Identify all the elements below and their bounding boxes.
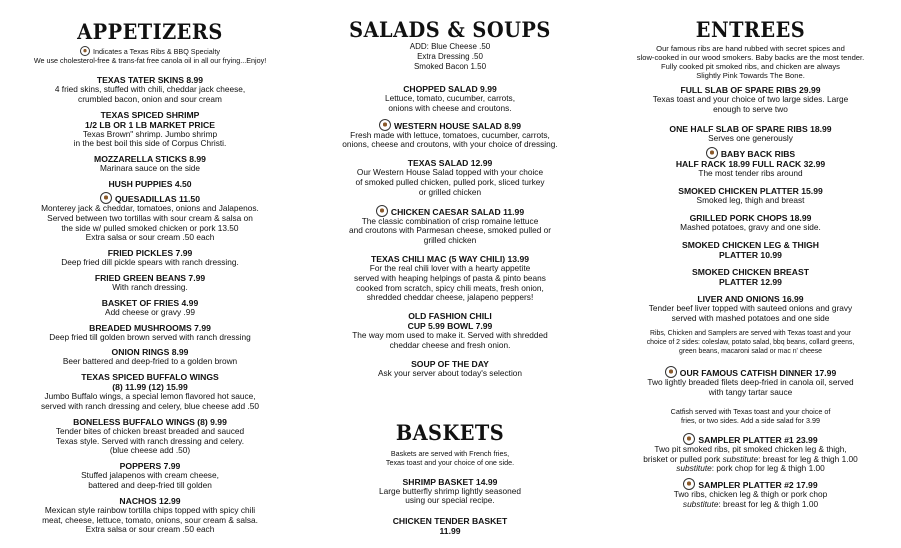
item-description: or grilled chicken <box>418 186 482 197</box>
salads-column <box>300 0 600 536</box>
menu-item <box>0 461 300 491</box>
item-description: Ask your server about today's selection <box>377 367 523 378</box>
text-line: Our famous ribs are hand rubbed with secret spices and <box>656 44 845 53</box>
item-name: CUP 5.99 BOWL 7.99 <box>407 321 493 332</box>
menu-item <box>0 496 300 535</box>
item-name: OLD FASHION CHILI <box>408 311 492 322</box>
menu-item <box>0 154 300 174</box>
menu-item <box>0 417 300 456</box>
item-description: Two pit smoked ribs, pit smoked chicken leg & thigh, <box>654 443 847 454</box>
item-description: grilled chicken <box>423 235 477 246</box>
item-name: FRIED PICKLES 7.99 <box>107 248 193 259</box>
item-description: Smoked leg, thigh and breast <box>696 195 805 206</box>
item-description: shredded cheddar cheese, jalapeno peppers! <box>366 292 534 303</box>
item-description: Extra salsa or sour cream .50 each <box>85 524 215 535</box>
item-name: (8) 11.99 (12) 15.99 <box>112 382 188 393</box>
text-line: QUESADILLAS 11.50 <box>114 193 200 204</box>
item-description: Texas style. Served with ranch dressing and celery. <box>56 435 244 446</box>
text-line: Fully cooked pit smoked ribs, and chicken are always <box>661 62 840 71</box>
menu-item <box>300 311 600 351</box>
item-name: SMOKED CHICKEN BREAST <box>692 266 809 277</box>
menu-item <box>0 372 300 412</box>
specialty-legend <box>0 46 300 56</box>
item-description: Lettuce, tomato, cucumber, carrots, <box>384 93 516 103</box>
item-name: BASKET OF FRIES 4.99 <box>101 297 199 308</box>
item-name: SMOKED CHICKEN LEG & THIGH <box>681 239 820 250</box>
item-description <box>600 464 901 474</box>
menu-item <box>300 254 600 303</box>
text-line: fries, or two sides. Add a side salad for 3.99 <box>680 415 821 425</box>
item-description: crumbled bacon, onion and sour cream <box>78 93 222 104</box>
salads-title: SALADS & SOUPS <box>349 17 551 42</box>
menu-item <box>300 205 600 246</box>
item-name: PLATTER 12.99 <box>719 276 782 287</box>
text-line: Ribs, Chicken and Samplers are served with Texas toast and your <box>650 330 851 338</box>
item-name: BONELESS BUFFALO WINGS (8) 9.99 <box>73 416 227 427</box>
item-description: The classic combination of crisp romaine lettuce <box>361 215 539 226</box>
item-description: the side w/ pulled smoked chicken or pork 13.50 <box>61 222 239 233</box>
text-line: brisket or pulled pork <box>643 453 723 464</box>
menu-item <box>300 477 600 507</box>
item-description: cheddar cheese and fresh onion. <box>389 339 511 350</box>
menu-item <box>600 294 901 324</box>
text-line: CHICKEN CAESAR SALAD 11.99 <box>390 206 525 217</box>
item-description: The way mom used to make it. Served with shredded <box>352 330 548 341</box>
text-line: slow-cooked in our wood smokers. Baby backs are the most tender. <box>636 53 865 62</box>
item-name: FULL SLAB OF SPARE RIBS 29.99 <box>680 85 821 95</box>
item-name: ONE HALF SLAB OF SPARE RIBS 18.99 <box>669 123 832 134</box>
entrees-title: ENTREES <box>695 17 806 42</box>
longhorn-badge-icon <box>379 119 391 131</box>
item-description: Served between two tortillas with sour cream & salsa on <box>47 212 253 223</box>
menu-item <box>0 323 300 343</box>
menu-item <box>300 158 600 197</box>
item-name: CHICKEN TENDER BASKET <box>392 516 508 527</box>
item-name <box>600 147 901 159</box>
menu-item <box>600 85 901 115</box>
item-description: cooked from scratch, spicy chili meats, fresh onion, <box>356 282 544 293</box>
menu-item <box>0 110 300 150</box>
baskets-title: BASKETS <box>395 419 505 445</box>
item-description: Monterey jack & cheddar, tomatoes, onions and Jalapenos. <box>41 202 259 213</box>
item-name: TEXAS SPICED BUFFALO WINGS <box>81 372 219 383</box>
menu-item <box>600 267 901 287</box>
item-description: Tender beef liver topped with sauteed onions and gravy <box>648 302 853 313</box>
catfish-note <box>600 407 901 425</box>
menu-item <box>0 179 300 189</box>
item-name <box>300 205 600 217</box>
item-description: in the best boil this side of Corpus Christi. <box>73 138 227 149</box>
item-name: NACHOS 12.99 <box>119 495 181 506</box>
item-name: PLATTER 10.99 <box>719 249 782 260</box>
appetizers-column <box>0 0 300 535</box>
text-line: : pork chop for leg & thigh 1.00 <box>711 463 825 474</box>
longhorn-badge-icon <box>683 433 695 445</box>
item-name: ONION RINGS 8.99 <box>111 347 189 358</box>
item-description: using our special recipe. <box>405 495 495 506</box>
entrees-column <box>600 0 901 510</box>
item-name: HALF RACK 18.99 FULL RACK 32.99 <box>675 159 826 170</box>
item-description: Fresh made with lettuce, tomatoes, cucumber, carrots, <box>350 129 550 140</box>
item-description: Jumbo Buffalo wings, a special lemon flavored hot sauce, <box>44 391 256 402</box>
item-description: onions with cheese and croutons. <box>388 102 512 113</box>
longhorn-badge-icon <box>706 147 718 159</box>
item-description: Extra salsa or sour cream .50 each <box>85 232 215 243</box>
item-description: Tender bites of chicken breast breaded and sauced <box>55 425 245 436</box>
item-description: battered and deep-fried till golden <box>88 479 212 490</box>
item-description: Two lightly breaded filets deep-fried in canola oil, served <box>647 377 854 388</box>
appetizers-title: APPETIZERS <box>77 19 223 44</box>
longhorn-badge-icon <box>80 46 90 56</box>
item-description <box>600 500 901 510</box>
item-description: served with heaping helpings of pasta & pinto beans <box>354 272 546 283</box>
menu-item <box>0 347 300 367</box>
menu-item <box>0 273 300 293</box>
item-description: enough to serve two <box>713 103 788 114</box>
item-name: 11.99 <box>439 526 461 537</box>
menu-item <box>0 75 300 105</box>
item-name: CHOPPED SALAD 9.99 <box>403 84 497 94</box>
item-description: Mashed potatoes, gravy and one side. <box>680 221 821 232</box>
item-description: Add cheese or gravy .99 <box>105 306 195 317</box>
menu-item <box>300 359 600 379</box>
item-description: Two ribs, chicken leg & thigh or pork chop <box>673 489 828 500</box>
menu-item <box>600 186 901 206</box>
item-description: onions, cheese and croutons, with your choice of dressing. <box>342 139 558 150</box>
item-name: SOUP OF THE DAY <box>411 358 489 369</box>
text-line: substitute <box>682 498 719 509</box>
item-name: 1/2 LB OR 1 LB MARKET PRICE <box>85 119 215 130</box>
menu-item <box>600 366 901 398</box>
item-description: Large butterfly shrimp lightly seasoned <box>378 485 522 496</box>
item-description: Our Western House Salad topped with your choice <box>356 167 544 178</box>
menu-item <box>600 240 901 260</box>
item-name: GRILLED PORK CHOPS 18.99 <box>689 212 812 223</box>
entrees-intro <box>600 44 901 80</box>
text-line: Extra Dressing .50 <box>417 52 483 61</box>
item-name: BREADED MUSHROOMS 7.99 <box>89 322 211 333</box>
item-name <box>300 119 600 131</box>
text-line: substitute <box>676 463 712 474</box>
item-description: For the real chili lover with a hearty appetite <box>369 262 531 273</box>
text-line: choice of 2 sides: coleslaw, potato salad, bbq beans, collard greens, <box>646 338 855 346</box>
item-description: meat, cheese, lettuce, tomato, onions, sour cream & salsa. <box>42 514 258 525</box>
allergy-note: We use cholesterol-free & trans-fat free canola oil in all our frying...Enjoy! <box>33 56 267 65</box>
longhorn-badge-icon <box>376 205 388 217</box>
item-name: MOZZARELLA STICKS 8.99 <box>94 154 206 165</box>
item-name: SMOKED CHICKEN PLATTER 15.99 <box>678 186 823 197</box>
item-name <box>600 433 901 445</box>
menu-item <box>0 298 300 318</box>
text-line: Catfish served with Texas toast and your choice of <box>670 406 831 416</box>
sides-note <box>600 330 901 356</box>
item-name: LIVER AND ONIONS 16.99 <box>697 293 804 304</box>
salad-addons <box>300 42 600 72</box>
text-line: ADD: Blue Cheese .50 <box>409 42 491 51</box>
text-line: Slightly Pink Towards The Bone. <box>696 71 805 80</box>
text-line: green beans, macaroni salad or mac n' cheese <box>678 347 823 355</box>
item-name: POPPERS 7.99 <box>119 461 181 472</box>
item-description: Mexican style rainbow tortilla chips topped with spicy chili <box>44 504 256 515</box>
text-line: : breast for leg & thigh 1.00 <box>758 453 858 464</box>
item-description: and croutons with Parmesan cheese, smoked pulled or <box>348 225 551 236</box>
menu-item <box>0 192 300 243</box>
item-description: of smoked pulled chicken, pulled pork, sliced turkey <box>355 176 545 187</box>
item-description: Texas Brown" shrimp. Jumbo shrimp <box>82 128 218 139</box>
item-name: TEXAS CHILI MAC (5 WAY CHILI) 13.99 <box>370 253 530 264</box>
menu-item <box>300 516 600 536</box>
item-description: served with ranch dressing and celery, blue cheese add .50 <box>41 400 259 411</box>
text-line: WESTERN HOUSE SALAD 8.99 <box>393 120 522 131</box>
item-description: The most tender ribs around <box>698 168 803 179</box>
text-line: OUR FAMOUS CATFISH DINNER 17.99 <box>679 368 837 379</box>
menu-item <box>600 147 901 179</box>
item-name: FRIED GREEN BEANS 7.99 <box>94 272 206 283</box>
menu-item <box>600 478 901 510</box>
item-description: Stuffed jalapenos with cream cheese, <box>81 470 219 481</box>
menu-item <box>300 119 600 151</box>
item-description: (blue cheese add .50) <box>109 445 191 456</box>
item-description: Marinara sauce on the side <box>99 163 201 174</box>
item-description: With ranch dressing. <box>112 281 188 292</box>
text-line: Smoked Bacon 1.50 <box>413 62 487 71</box>
item-description: Texas toast and your choice of two large sides. Large <box>652 94 849 104</box>
baskets-intro <box>300 449 600 467</box>
menu-item <box>600 124 901 144</box>
item-name: TEXAS SPICED SHRIMP <box>100 109 200 120</box>
text-line: Texas toast and your choice of one side. <box>385 457 515 467</box>
text-line: SAMPLER PLATTER #2 17.99 <box>698 480 818 491</box>
text-line: substitute <box>722 453 759 464</box>
item-description: Deep fried till golden brown served with ranch dressing <box>49 331 251 342</box>
text-line: : breast for leg & thigh 1.00 <box>718 498 819 509</box>
text-line: SAMPLER PLATTER #1 23.99 <box>698 434 818 445</box>
item-name: HUSH PUPPIES 4.50 <box>108 178 192 189</box>
item-description: Beer battered and deep-fried to a golden brown <box>62 356 238 367</box>
menu-item <box>600 433 901 474</box>
text-line: Indicates a Texas Ribs & BBQ Specialty <box>93 47 220 56</box>
item-description: with tangy tartar sauce <box>708 386 793 397</box>
menu-item <box>300 84 600 114</box>
item-description: Deep fried dill pickle spears with ranch dressing. <box>61 257 239 268</box>
item-description: served with mashed potatoes and one side <box>671 312 830 323</box>
item-name: SHRIMP BASKET 14.99 <box>402 476 498 487</box>
menu-item <box>0 248 300 268</box>
item-name: TEXAS TATER SKINS 8.99 <box>96 75 204 85</box>
item-name: TEXAS SALAD 12.99 <box>407 158 493 169</box>
menu-item <box>600 213 901 233</box>
text-line: BABY BACK RIBS <box>720 149 796 160</box>
item-description: 4 fried skins, stuffed with chili, cheddar jack cheese, <box>54 84 246 94</box>
item-description: Serves one generously <box>708 132 793 143</box>
text-line: Baskets are served with French fries, <box>390 448 510 458</box>
